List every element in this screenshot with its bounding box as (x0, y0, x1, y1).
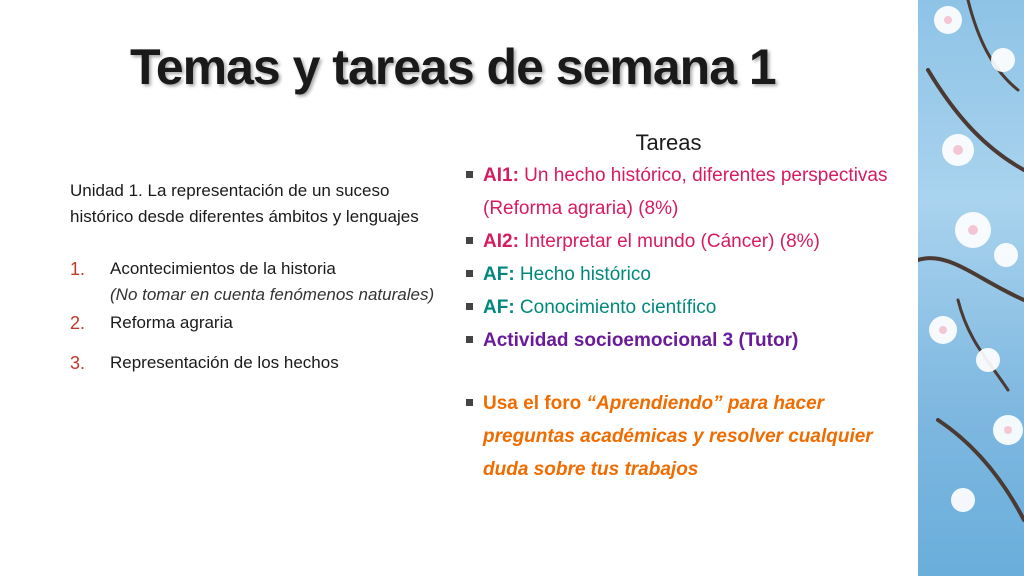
unit-description: Unidad 1. La representación de un suceso histórico desde diferentes ámbitos y lenguajes (70, 181, 419, 226)
topics-list (70, 256, 440, 376)
task-item (466, 291, 911, 324)
task-text: Actividad socioemocional 3 (Tutor) (483, 330, 799, 351)
task-text: Hecho histórico (514, 264, 651, 285)
forum-quote: “Aprendiendo” (586, 393, 723, 414)
square-bullet-icon (466, 399, 473, 406)
task-item (466, 159, 911, 225)
topics-column (70, 178, 440, 378)
topic-label: Reforma agraria (110, 313, 233, 332)
topic-item (70, 350, 440, 376)
forum-note (466, 387, 911, 486)
square-bullet-icon (466, 171, 473, 178)
topic-label: Representación de los hechos (110, 353, 339, 372)
topic-item (70, 256, 440, 308)
task-item (466, 258, 911, 291)
topic-item (70, 310, 440, 336)
task-prefix: AI1: (483, 165, 519, 186)
task-text: Un hecho histórico, diferentes perspectivas (Reforma agraria) (8%) (483, 165, 888, 219)
task-prefix: AI2: (483, 231, 519, 252)
topic-number: 3. (70, 353, 86, 373)
task-prefix: AF: (483, 297, 515, 318)
topic-label: Acontecimientos de la historia (110, 259, 336, 278)
square-bullet-icon (466, 336, 473, 343)
forum-lead: Usa el foro (483, 393, 587, 414)
forum-rest: para hacer preguntas académicas y resolver cualquier duda sobre tus trabajos (483, 393, 873, 480)
task-item (466, 324, 911, 357)
tasks-list (466, 159, 911, 486)
topic-number: 1. (70, 259, 86, 279)
blossom-branch-icon (918, 0, 1024, 576)
square-bullet-icon (466, 237, 473, 244)
slide-title: Temas y tareas de semana 1 (130, 39, 776, 95)
square-bullet-icon (466, 303, 473, 310)
tasks-column (466, 126, 911, 486)
task-item (466, 225, 911, 258)
tasks-heading: Tareas (635, 130, 702, 155)
task-text: Conocimiento científico (514, 297, 717, 318)
topic-number: 2. (70, 313, 86, 333)
task-text: Interpretar el mundo (Cáncer) (8%) (518, 231, 820, 252)
blossom-branch-image (918, 0, 1024, 576)
task-prefix: AF: (483, 264, 515, 285)
square-bullet-icon (466, 270, 473, 277)
topic-note: (No tomar en cuenta fenómenos naturales) (110, 285, 435, 304)
